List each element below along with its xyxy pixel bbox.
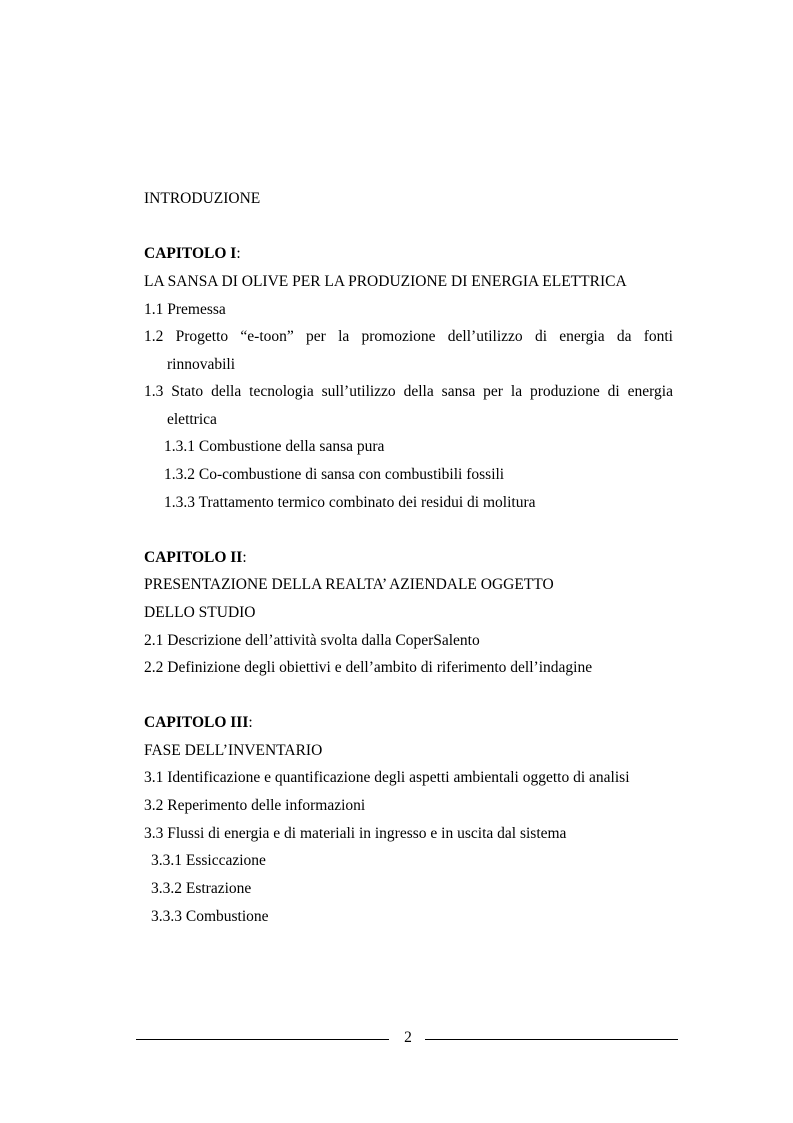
toc-entry-3-3: 3.3 Flussi di energia e di materiali in ingresso e in uscita dal sistema [144,825,567,842]
chapter-2-label: CAPITOLO II [144,549,243,566]
chapter-1-colon: : [236,245,241,262]
toc-entry-1-3: 1.3 Stato della tecnologia sull’utilizzo della sansa per la produzione di energia [144,383,673,400]
chapter-2-title: PRESENTAZIONE DELLA REALTA’ AZIENDALE OGGETTO [144,576,554,593]
page-number: 2 [404,1029,412,1046]
footer-rule-right [425,1039,678,1040]
toc-entry-1-3-1: 1.3.1 Combustione della sansa pura [164,438,385,455]
toc-entry-3-1: 3.1 Identificazione e quantificazione degli aspetti ambientali oggetto di analisi [144,769,630,786]
toc-entry-2-1: 2.1 Descrizione dell’attività svolta dalla CoperSalento [144,632,480,649]
toc-entry-1-3-continued: elettrica [167,411,217,428]
toc-entry-3-3-2: 3.3.2 Estrazione [151,880,252,897]
chapter-1-title: LA SANSA DI OLIVE PER LA PRODUZIONE DI ENERGIA ELETTRICA [144,273,627,290]
chapter-2-heading [144,548,247,568]
toc-introduction: INTRODUZIONE [144,190,261,207]
toc-entry-1-3-2: 1.3.2 Co-combustione di sansa con combustibili fossili [164,466,505,483]
chapter-3-colon: : [248,714,253,731]
toc-entry-1-2-continued: rinnovabili [167,356,236,373]
toc-entry-3-3-3: 3.3.3 Combustione [151,908,269,925]
chapter-2-title-continued: DELLO STUDIO [144,604,256,621]
chapter-2-colon: : [242,549,247,566]
chapter-3-label: CAPITOLO III [144,714,249,731]
footer-rule-left [136,1039,389,1040]
toc-entry-3-3-1: 3.3.1 Essiccazione [151,852,266,869]
toc-entry-1-3-3: 1.3.3 Trattamento termico combinato dei residui di molitura [164,494,536,511]
chapter-3-title: FASE DELL’INVENTARIO [144,742,323,759]
toc-entry-1-2: 1.2 Progetto “e-toon” per la promozione dell’utilizzo di energia da fonti [144,328,673,345]
toc-entry-2-2: 2.2 Definizione degli obiettivi e dell’ambito di riferimento dell’indagine [144,659,593,676]
chapter-3-heading [144,713,253,733]
chapter-1-heading [144,244,241,264]
chapter-1-label: CAPITOLO I [144,245,237,262]
toc-entry-1-1: 1.1 Premessa [144,301,226,318]
toc-entry-3-2: 3.2 Reperimento delle informazioni [144,797,366,814]
